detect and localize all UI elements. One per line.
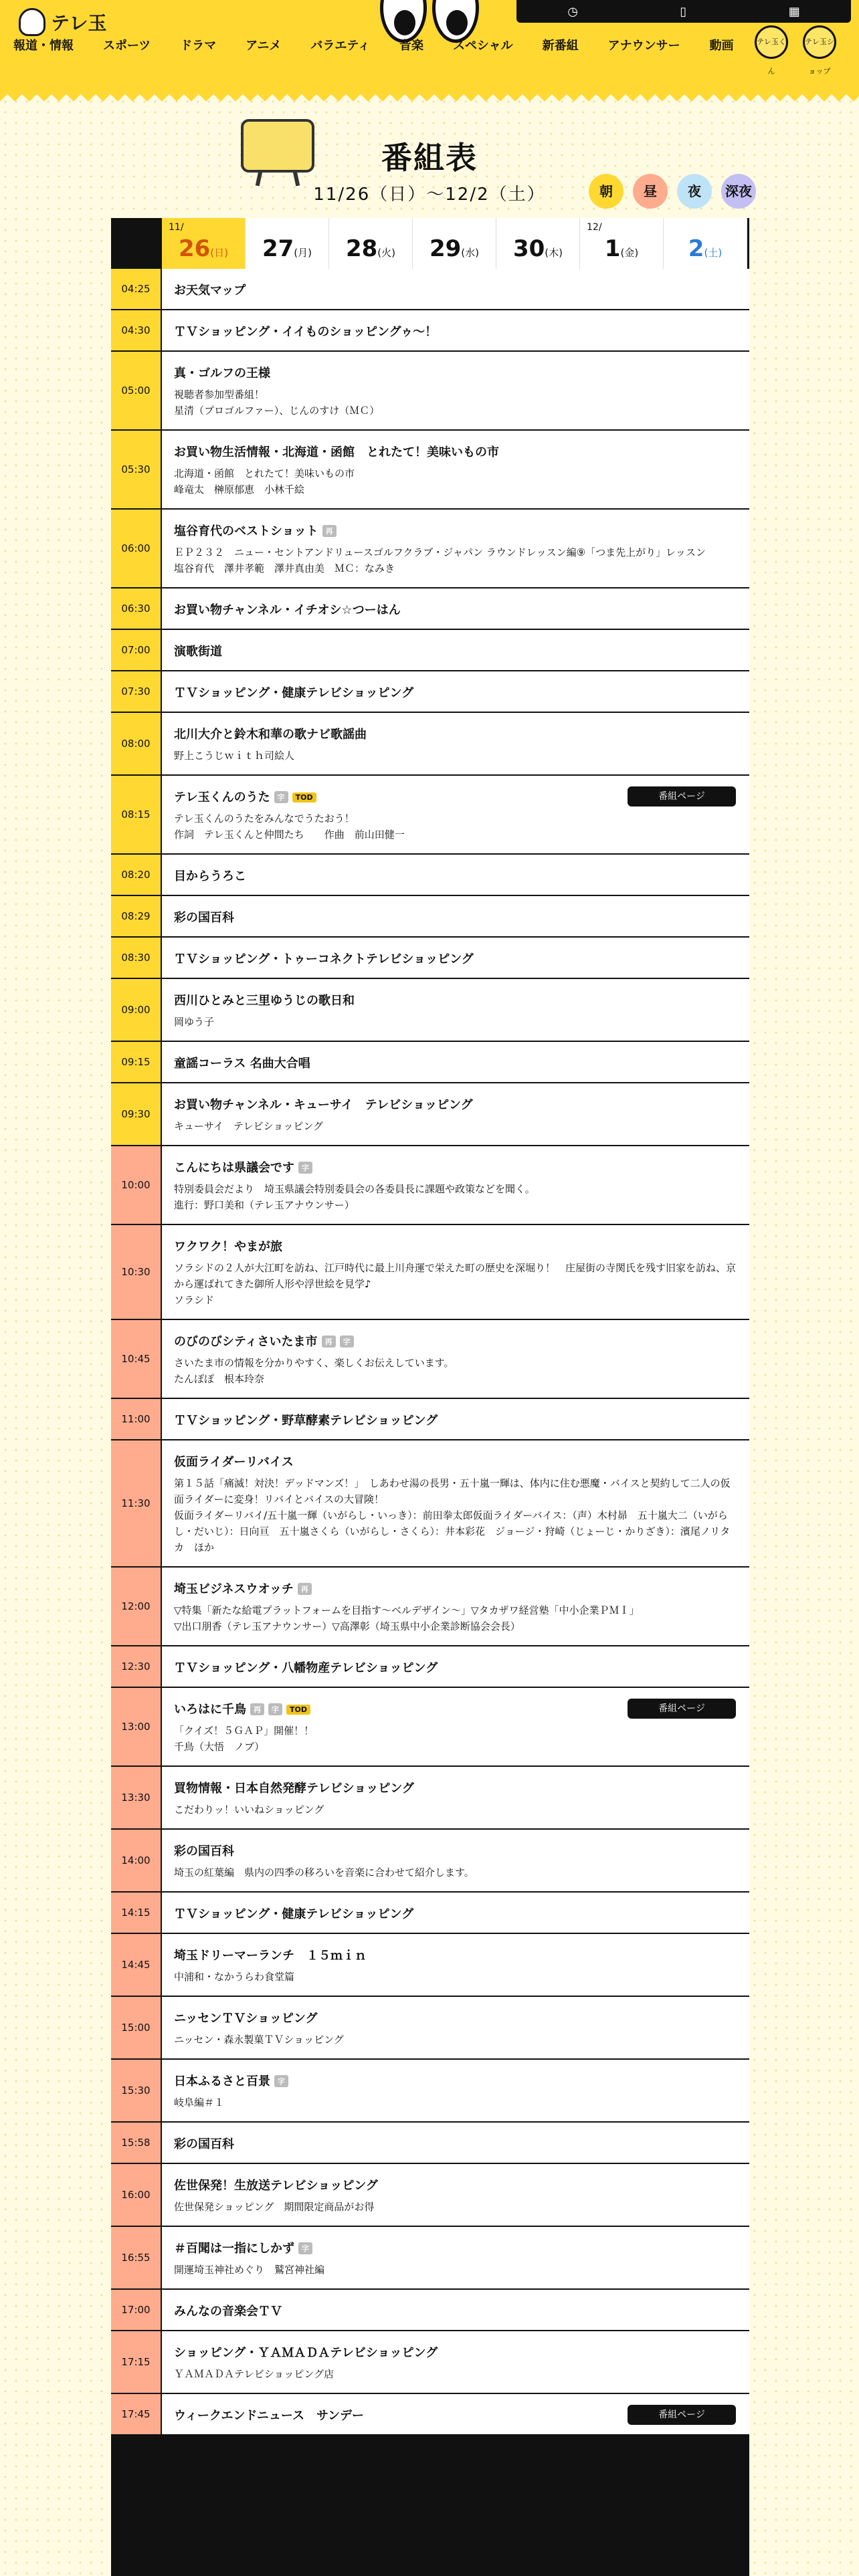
nav-anime[interactable]: アニメ bbox=[246, 39, 282, 53]
main-nav bbox=[13, 36, 763, 58]
program-title-text[interactable]: 買物情報・日本自然発酵テレビショッピング bbox=[174, 1782, 414, 1796]
program-title-text[interactable]: 埼玉ビジネスウオッチ bbox=[174, 1582, 294, 1596]
nav-sports[interactable]: スポーツ bbox=[103, 39, 151, 53]
program-time: 13:00 bbox=[111, 1688, 162, 1765]
program-time: 07:30 bbox=[111, 671, 162, 712]
day-tab-0[interactable] bbox=[162, 218, 246, 269]
day-tab-4[interactable] bbox=[496, 218, 580, 269]
program-title-text[interactable]: 日本ふるさと百景 bbox=[174, 2074, 270, 2088]
program-title-text[interactable]: 童謡コーラス 名曲大合唱 bbox=[174, 1057, 310, 1071]
program-title[interactable] bbox=[174, 1453, 736, 1470]
program-info[interactable] bbox=[162, 2394, 749, 2434]
program-info[interactable] bbox=[162, 855, 749, 895]
program-title-text[interactable]: ＴＶショッピング・健康テレビショッピング bbox=[174, 686, 414, 700]
program-desc: キューサイ テレビショッピング bbox=[174, 1120, 324, 1132]
day-number bbox=[580, 235, 663, 262]
program-title[interactable] bbox=[174, 908, 736, 926]
program-title-text[interactable]: ＴＶショッピング・八幡物産テレビショッピング bbox=[174, 1661, 438, 1675]
program-title-text[interactable]: のびのびシティさいたま市 bbox=[174, 1335, 318, 1349]
program-time: 08:30 bbox=[111, 938, 162, 978]
slot-button-0[interactable]: 朝 bbox=[589, 174, 624, 209]
program-time: 14:45 bbox=[111, 1934, 162, 1996]
nav-video[interactable]: 動画 bbox=[709, 39, 734, 53]
program-time: 10:00 bbox=[111, 1146, 162, 1224]
day-number bbox=[329, 235, 412, 262]
program-desc: 北海道・函館 とれたて！美味いもの市 峰竜太 榊原郁恵 小林千絵 bbox=[174, 467, 355, 496]
day-number bbox=[162, 235, 245, 262]
program-title[interactable] bbox=[174, 1237, 736, 1255]
day-of-week: (月) bbox=[294, 247, 312, 259]
site-header bbox=[0, 0, 859, 87]
program-time: 08:00 bbox=[111, 713, 162, 774]
program-info[interactable] bbox=[162, 1688, 749, 1765]
program-info[interactable] bbox=[162, 2164, 749, 2226]
program-info[interactable] bbox=[162, 1440, 749, 1566]
program-time: 15:00 bbox=[111, 1997, 162, 2058]
program-title-text[interactable]: 佐世保発！生放送テレビショッピング bbox=[174, 2179, 378, 2193]
program-info[interactable] bbox=[162, 431, 749, 508]
program-title[interactable] bbox=[174, 1158, 736, 1176]
program-row[interactable] bbox=[111, 1934, 749, 1997]
program-time: 14:15 bbox=[111, 1893, 162, 1933]
nav-drama[interactable]: ドラマ bbox=[180, 39, 217, 53]
program-row[interactable] bbox=[111, 2290, 749, 2331]
program-row[interactable] bbox=[111, 1320, 749, 1399]
program-desc: 野上こうじｗｉｔｈ司絵人 bbox=[174, 750, 295, 762]
program-row[interactable] bbox=[111, 2394, 749, 2436]
day-number bbox=[413, 235, 496, 262]
slot-button-1[interactable]: 昼 bbox=[633, 174, 668, 209]
program-desc: ＹＡＭＡＤＡテレビショッピング店 bbox=[174, 2368, 335, 2380]
program-time: 17:15 bbox=[111, 2331, 162, 2393]
program-title[interactable] bbox=[174, 1779, 736, 1796]
program-desc: 岡ゆう子 bbox=[174, 1016, 215, 1028]
program-info[interactable] bbox=[162, 1830, 749, 1891]
program-info[interactable] bbox=[162, 510, 749, 587]
program-time: 16:55 bbox=[111, 2227, 162, 2288]
program-title-text[interactable]: ＴＶショッピング・野草酵素テレビショッピング bbox=[174, 1414, 438, 1428]
program-table bbox=[111, 218, 749, 2576]
program-info[interactable] bbox=[162, 896, 749, 936]
program-time: 10:30 bbox=[111, 1225, 162, 1319]
program-row[interactable] bbox=[111, 1646, 749, 1688]
program-desc: こだわりッ！いいねショッピング bbox=[174, 1804, 324, 1816]
table-corner bbox=[111, 218, 162, 269]
program-title-text[interactable]: いろはに千鳥 bbox=[174, 1703, 246, 1717]
program-title-text[interactable]: 彩の国百科 bbox=[174, 2137, 234, 2151]
program-title-text[interactable]: 目からうろこ bbox=[174, 869, 246, 883]
program-time: 15:30 bbox=[111, 2060, 162, 2121]
program-info[interactable] bbox=[162, 1146, 749, 1224]
program-desc: ＥＰ２３２ ニュー・セントアンドリュースゴルフクラブ・ジャパン ラウンドレッスン編⑨「つま先上がり」レッスン 塩谷育代 澤井孝範 澤井真由美 ＭＣ：なみき bbox=[174, 546, 706, 574]
program-info[interactable] bbox=[162, 979, 749, 1041]
header-icons bbox=[755, 25, 836, 76]
program-title[interactable] bbox=[174, 364, 736, 381]
program-desc: ソラシドの２人が大江町を訪ね、江戸時代に最上川舟運で栄えた町の歴史を深堀り！ 庄屋街の寺関氏を残す旧家を訪ね、京から運ばれてきた御所人形や浮世絵を見学♪ ソラシド bbox=[174, 1262, 737, 1306]
mascot-icon bbox=[19, 8, 45, 36]
day-tab-5[interactable] bbox=[580, 218, 664, 269]
program-time: 06:00 bbox=[111, 510, 162, 587]
day-num-text: 29 bbox=[429, 235, 462, 262]
program-tag: 字 bbox=[340, 1335, 354, 1348]
program-info[interactable] bbox=[162, 1893, 749, 1933]
program-page-button[interactable]: 番組ページ bbox=[628, 1699, 736, 1719]
program-time: 08:29 bbox=[111, 896, 162, 936]
program-title[interactable] bbox=[174, 281, 736, 298]
program-title[interactable] bbox=[174, 867, 736, 884]
program-title-text[interactable]: こんにちは県議会です bbox=[174, 1161, 294, 1175]
slot-button-2[interactable]: 夜 bbox=[677, 174, 712, 209]
utility-bar bbox=[516, 0, 851, 23]
program-title[interactable] bbox=[174, 1842, 736, 1859]
program-row[interactable] bbox=[111, 1225, 749, 1320]
program-title-text[interactable]: 真・ゴルフの王様 bbox=[174, 366, 270, 381]
program-row[interactable] bbox=[111, 896, 749, 938]
program-row[interactable] bbox=[111, 938, 749, 979]
program-info[interactable] bbox=[162, 2060, 749, 2121]
program-title[interactable] bbox=[174, 683, 736, 701]
day-num-text: 26 bbox=[178, 235, 211, 262]
program-row[interactable] bbox=[111, 630, 749, 671]
program-info[interactable] bbox=[162, 1568, 749, 1645]
program-title[interactable] bbox=[174, 1095, 736, 1113]
program-time: 10:45 bbox=[111, 1320, 162, 1398]
program-row[interactable] bbox=[111, 1893, 749, 1934]
program-info[interactable] bbox=[162, 630, 749, 670]
program-row[interactable] bbox=[111, 588, 749, 630]
program-title-text[interactable]: ＴＶショッピング・健康テレビショッピング bbox=[174, 1907, 414, 1921]
program-row[interactable] bbox=[111, 979, 749, 1042]
program-time: 09:15 bbox=[111, 1042, 162, 1082]
nav-announcer[interactable]: アナウンサー bbox=[607, 39, 680, 53]
program-row[interactable] bbox=[111, 1440, 749, 1568]
program-title[interactable] bbox=[174, 1332, 736, 1350]
program-time: 15:58 bbox=[111, 2123, 162, 2163]
program-title[interactable] bbox=[174, 322, 736, 340]
teletama-kun-icon[interactable]: テレ玉くん bbox=[755, 25, 788, 59]
program-title-text[interactable]: 埼玉ドリーマーランチ １５ｍｉｎ bbox=[174, 1949, 367, 1963]
program-info[interactable] bbox=[162, 776, 749, 853]
site-logo[interactable] bbox=[19, 8, 106, 36]
program-title[interactable] bbox=[174, 2239, 736, 2256]
program-time: 04:30 bbox=[111, 310, 162, 350]
program-title[interactable] bbox=[174, 1905, 736, 1922]
program-info[interactable] bbox=[162, 2123, 749, 2163]
program-title-text[interactable]: 彩の国百科 bbox=[174, 1844, 234, 1858]
day-of-week: (土) bbox=[704, 247, 723, 259]
program-row[interactable] bbox=[111, 510, 749, 588]
day-num-text: 1 bbox=[604, 235, 621, 262]
program-title[interactable] bbox=[174, 1946, 736, 1963]
shop-icon[interactable]: テレ玉ショップ bbox=[803, 25, 836, 59]
program-row[interactable] bbox=[111, 1568, 749, 1646]
program-title[interactable] bbox=[174, 2302, 736, 2319]
program-title-text[interactable]: ショッピング・ＹＡＭＡＤＡテレビショッピング bbox=[174, 2346, 438, 2360]
day-of-week: (水) bbox=[461, 247, 480, 259]
nav-music[interactable]: 音楽 bbox=[399, 39, 423, 53]
day-number bbox=[496, 235, 579, 262]
nav-variety[interactable]: バラエティ bbox=[310, 39, 370, 53]
program-tag: 字 bbox=[268, 1703, 282, 1715]
program-desc: 開運埼玉神社めぐり 鷲宮神社編 bbox=[174, 2264, 325, 2276]
program-row[interactable] bbox=[111, 1830, 749, 1893]
program-desc: 佐世保発ショッピング 期間限定商品がお得 bbox=[174, 2201, 375, 2213]
day-number bbox=[246, 235, 328, 262]
program-tag: 再 bbox=[322, 525, 337, 537]
program-row[interactable] bbox=[111, 2331, 749, 2394]
program-info[interactable] bbox=[162, 1399, 749, 1439]
day-selector bbox=[111, 218, 749, 269]
program-title-text[interactable]: テレ玉くんのうた bbox=[174, 790, 270, 804]
day-of-week: (日) bbox=[210, 247, 229, 259]
day-tab-2[interactable] bbox=[329, 218, 413, 269]
program-row[interactable] bbox=[111, 1146, 749, 1225]
grid-icon[interactable]: ▦ bbox=[788, 4, 800, 19]
program-desc: 岐阜編＃１ bbox=[174, 2097, 225, 2109]
day-tab-3[interactable] bbox=[413, 218, 496, 269]
program-info[interactable] bbox=[162, 1646, 749, 1687]
program-time: 09:00 bbox=[111, 979, 162, 1041]
program-row[interactable] bbox=[111, 1399, 749, 1440]
program-time: 14:00 bbox=[111, 1830, 162, 1891]
program-desc: テレ玉くんのうたをみんなでうたおう！ 作詞 テレ玉くんと仲間たち 作曲 前山田健一 bbox=[174, 813, 405, 841]
day-of-week: (金) bbox=[620, 247, 639, 259]
program-info[interactable] bbox=[162, 310, 749, 350]
program-title[interactable] bbox=[174, 1580, 736, 1597]
program-title-text[interactable]: 塩谷育代のベストショット bbox=[174, 524, 318, 538]
clock-icon[interactable]: ◷ bbox=[567, 4, 578, 19]
program-title[interactable] bbox=[174, 2176, 736, 2193]
program-title-text[interactable]: ウィークエンドニュース サンデー bbox=[174, 2409, 365, 2423]
logo-text: テレ玉 bbox=[51, 12, 107, 34]
day-number bbox=[664, 235, 747, 262]
program-title-text[interactable]: 北川大介と鈴木和華の歌ナビ歌謡曲 bbox=[174, 728, 367, 742]
day-tab-6[interactable] bbox=[664, 218, 747, 269]
program-title[interactable] bbox=[174, 725, 736, 742]
program-row[interactable] bbox=[111, 269, 749, 310]
program-title[interactable] bbox=[174, 642, 736, 659]
program-time: 05:00 bbox=[111, 352, 162, 429]
program-tag: 再 bbox=[250, 1703, 264, 1715]
program-time: 04:25 bbox=[111, 269, 162, 309]
program-title-text[interactable]: ワクワク！やまが旅 bbox=[174, 1240, 282, 1254]
program-tag: 字 bbox=[274, 791, 288, 803]
program-row[interactable] bbox=[111, 1083, 749, 1146]
program-title-text[interactable]: お買い物チャンネル・キューサイ テレビショッピング bbox=[174, 1098, 473, 1112]
program-time: 17:45 bbox=[111, 2394, 162, 2434]
schedule-rows bbox=[111, 269, 749, 2436]
day-of-week: (火) bbox=[377, 247, 396, 259]
program-title[interactable] bbox=[174, 1658, 736, 1676]
program-time: 06:30 bbox=[111, 588, 162, 629]
program-title[interactable] bbox=[174, 1054, 736, 1071]
program-title-text[interactable]: ＴＶショッピング・イイものショッピングゥ〜！ bbox=[174, 325, 438, 339]
nav-new-programs[interactable]: 新番組 bbox=[542, 39, 579, 53]
program-row[interactable] bbox=[111, 855, 749, 896]
program-row[interactable] bbox=[111, 431, 749, 510]
program-title[interactable] bbox=[174, 2343, 736, 2361]
program-info[interactable] bbox=[162, 2290, 749, 2330]
program-time: 11:30 bbox=[111, 1440, 162, 1566]
program-info[interactable] bbox=[162, 1042, 749, 1082]
program-tag: 再 bbox=[298, 1583, 312, 1595]
program-title[interactable] bbox=[174, 522, 736, 539]
program-time: 11:00 bbox=[111, 1399, 162, 1439]
program-row[interactable] bbox=[111, 1767, 749, 1830]
program-page-button[interactable]: 番組ページ bbox=[628, 786, 736, 807]
program-info[interactable] bbox=[162, 671, 749, 712]
program-info[interactable] bbox=[162, 1767, 749, 1828]
program-time: 12:00 bbox=[111, 1568, 162, 1645]
program-info[interactable] bbox=[162, 938, 749, 978]
program-row[interactable] bbox=[111, 776, 749, 855]
program-desc: ニッセン・森永製菓ＴＶショッピング bbox=[174, 2034, 344, 2046]
program-time: 05:30 bbox=[111, 431, 162, 508]
program-title[interactable] bbox=[174, 950, 736, 967]
day-month: 12/ bbox=[587, 222, 602, 233]
program-info[interactable] bbox=[162, 1934, 749, 1996]
program-title[interactable] bbox=[174, 1411, 736, 1428]
program-row[interactable] bbox=[111, 713, 749, 776]
program-row[interactable] bbox=[111, 352, 749, 431]
program-desc: 埼玉の紅葉編 県内の四季の移ろいを音楽に合わせて紹介します。 bbox=[174, 1866, 474, 1879]
program-info[interactable] bbox=[162, 588, 749, 629]
header-zigzag bbox=[0, 87, 859, 102]
info-icon[interactable]: ▯ bbox=[680, 4, 687, 19]
day-num-text: 27 bbox=[262, 235, 294, 262]
date-range: 11/26（日）〜12/2（土） bbox=[313, 185, 546, 205]
program-row[interactable] bbox=[111, 1997, 749, 2060]
program-info[interactable] bbox=[162, 1225, 749, 1319]
program-tag: TOD bbox=[286, 1705, 310, 1715]
program-title[interactable] bbox=[174, 2135, 736, 2152]
program-tag: 字 bbox=[298, 2242, 312, 2254]
program-time: 08:15 bbox=[111, 776, 162, 853]
title-area bbox=[0, 107, 859, 207]
program-title-text[interactable]: ＴＶショッピング・トゥーコネクトテレビショッピング bbox=[174, 952, 474, 966]
program-tag: 字 bbox=[274, 2075, 288, 2087]
program-title-text[interactable]: みんなの音楽会ＴＶ bbox=[174, 2304, 282, 2319]
program-info[interactable] bbox=[162, 713, 749, 774]
program-tag: 再 bbox=[322, 1335, 336, 1348]
program-title[interactable] bbox=[174, 443, 736, 460]
program-time: 13:30 bbox=[111, 1767, 162, 1828]
program-time: 16:00 bbox=[111, 2164, 162, 2226]
program-row[interactable] bbox=[111, 671, 749, 713]
program-title-text[interactable]: お買い物チャンネル・イチオシ☆つーはん bbox=[174, 603, 401, 617]
program-title-text[interactable]: お天気マップ bbox=[174, 284, 246, 298]
program-title[interactable] bbox=[174, 2072, 736, 2089]
program-title-text[interactable]: 西川ひとみと三里ゆうじの歌日和 bbox=[174, 994, 355, 1008]
program-time: 09:30 bbox=[111, 1083, 162, 1145]
program-row[interactable] bbox=[111, 1688, 749, 1767]
program-info[interactable] bbox=[162, 2331, 749, 2393]
time-slot-buttons bbox=[589, 174, 756, 209]
program-title-text[interactable]: ニッセンＴＶショッピング bbox=[174, 2012, 318, 2026]
program-desc: 中浦和・なかうらわ食堂篇 bbox=[174, 1971, 295, 1983]
program-info[interactable] bbox=[162, 352, 749, 429]
program-desc: さいたま市の情報を分かりやすく、楽しくお伝えしています。 たんぽぽ 根本玲奈 bbox=[174, 1357, 454, 1385]
nav-special[interactable]: スペシャル bbox=[452, 39, 513, 53]
program-desc: 「クイズ！５ＧＡＰ」開催！！ 千鳥（大悟 ノブ） bbox=[174, 1725, 314, 1753]
program-tag: TOD bbox=[292, 792, 316, 802]
program-title-text[interactable]: お買い物生活情報・北海道・函館 とれたて！美味いもの市 bbox=[174, 445, 499, 459]
program-info[interactable] bbox=[162, 1997, 749, 2058]
program-info[interactable] bbox=[162, 2227, 749, 2288]
program-info[interactable] bbox=[162, 1083, 749, 1145]
program-desc: ▽特集「新たな給電プラットフォームを目指す〜ベルデザイン〜」▽タカザワ経営塾「中小企業ＰＭＩ」 ▽出口朋香（テレ玉アナウンサー）▽高澤彰（埼玉県中小企業診断協会会長） bbox=[174, 1604, 640, 1632]
day-num-text: 2 bbox=[688, 235, 704, 262]
program-row[interactable] bbox=[111, 2123, 749, 2164]
program-title-text[interactable]: ＃百聞は一指にしかず bbox=[174, 2242, 294, 2256]
program-desc: 特別委員会だより 埼玉県議会特別委員会の各委員長に課題や政策などを聞く。 進行：野口美和（テレ玉アナウンサー） bbox=[174, 1183, 535, 1211]
program-time: 07:00 bbox=[111, 630, 162, 670]
program-info[interactable] bbox=[162, 269, 749, 309]
program-row[interactable] bbox=[111, 1042, 749, 1083]
program-row[interactable] bbox=[111, 2227, 749, 2290]
nav-news[interactable]: 報道・情報 bbox=[13, 39, 74, 53]
program-row[interactable] bbox=[111, 2060, 749, 2123]
program-title-text[interactable]: 演歌街道 bbox=[174, 645, 222, 659]
program-info[interactable] bbox=[162, 1320, 749, 1398]
program-title[interactable] bbox=[174, 601, 736, 618]
day-num-text: 28 bbox=[345, 235, 378, 262]
program-row[interactable] bbox=[111, 310, 749, 352]
program-title-text[interactable]: 仮面ライダーリバイス bbox=[174, 1455, 294, 1469]
program-time: 17:00 bbox=[111, 2290, 162, 2330]
program-time: 08:20 bbox=[111, 855, 162, 895]
day-num-text: 30 bbox=[512, 235, 545, 262]
program-tag: 字 bbox=[298, 1162, 312, 1174]
day-of-week: (木) bbox=[545, 247, 563, 259]
day-tab-1[interactable] bbox=[246, 218, 329, 269]
page-title: 番組表 bbox=[381, 140, 478, 176]
slot-button-3[interactable]: 深夜 bbox=[721, 174, 756, 209]
day-month: 11/ bbox=[169, 222, 184, 233]
program-title[interactable] bbox=[174, 991, 736, 1008]
program-time: 12:30 bbox=[111, 1646, 162, 1687]
program-title-text[interactable]: 彩の国百科 bbox=[174, 911, 234, 925]
program-desc: 第１５話「痛滅！対決！デッドマンズ！」 しあわせ湯の長男・五十嵐一輝は、体内に住む悪魔・バイスと契約して二人の仮面ライダーに変身！リバイとバイスの大冒険！ 仮面ライダーリバイ/五十嵐一輝（いがらし・いっき）：前田拳太郎仮面ライダーバイス：（声）木村昴 五十嵐大二（いがらし・だいじ）：日向亘 五十嵐さくら（いがらし・さくら）：井本彩花 ジョージ・狩崎（じょーじ・かりざき）：濱尾ノリタカ ほか bbox=[174, 1477, 731, 1553]
program-desc: 視聴者参加型番組！ 星清（プロゴルファー）、じんのすけ（ＭＣ） bbox=[174, 389, 380, 417]
program-page-button[interactable]: 番組ページ bbox=[628, 2405, 736, 2425]
program-row[interactable] bbox=[111, 2164, 749, 2227]
program-title[interactable] bbox=[174, 2009, 736, 2026]
